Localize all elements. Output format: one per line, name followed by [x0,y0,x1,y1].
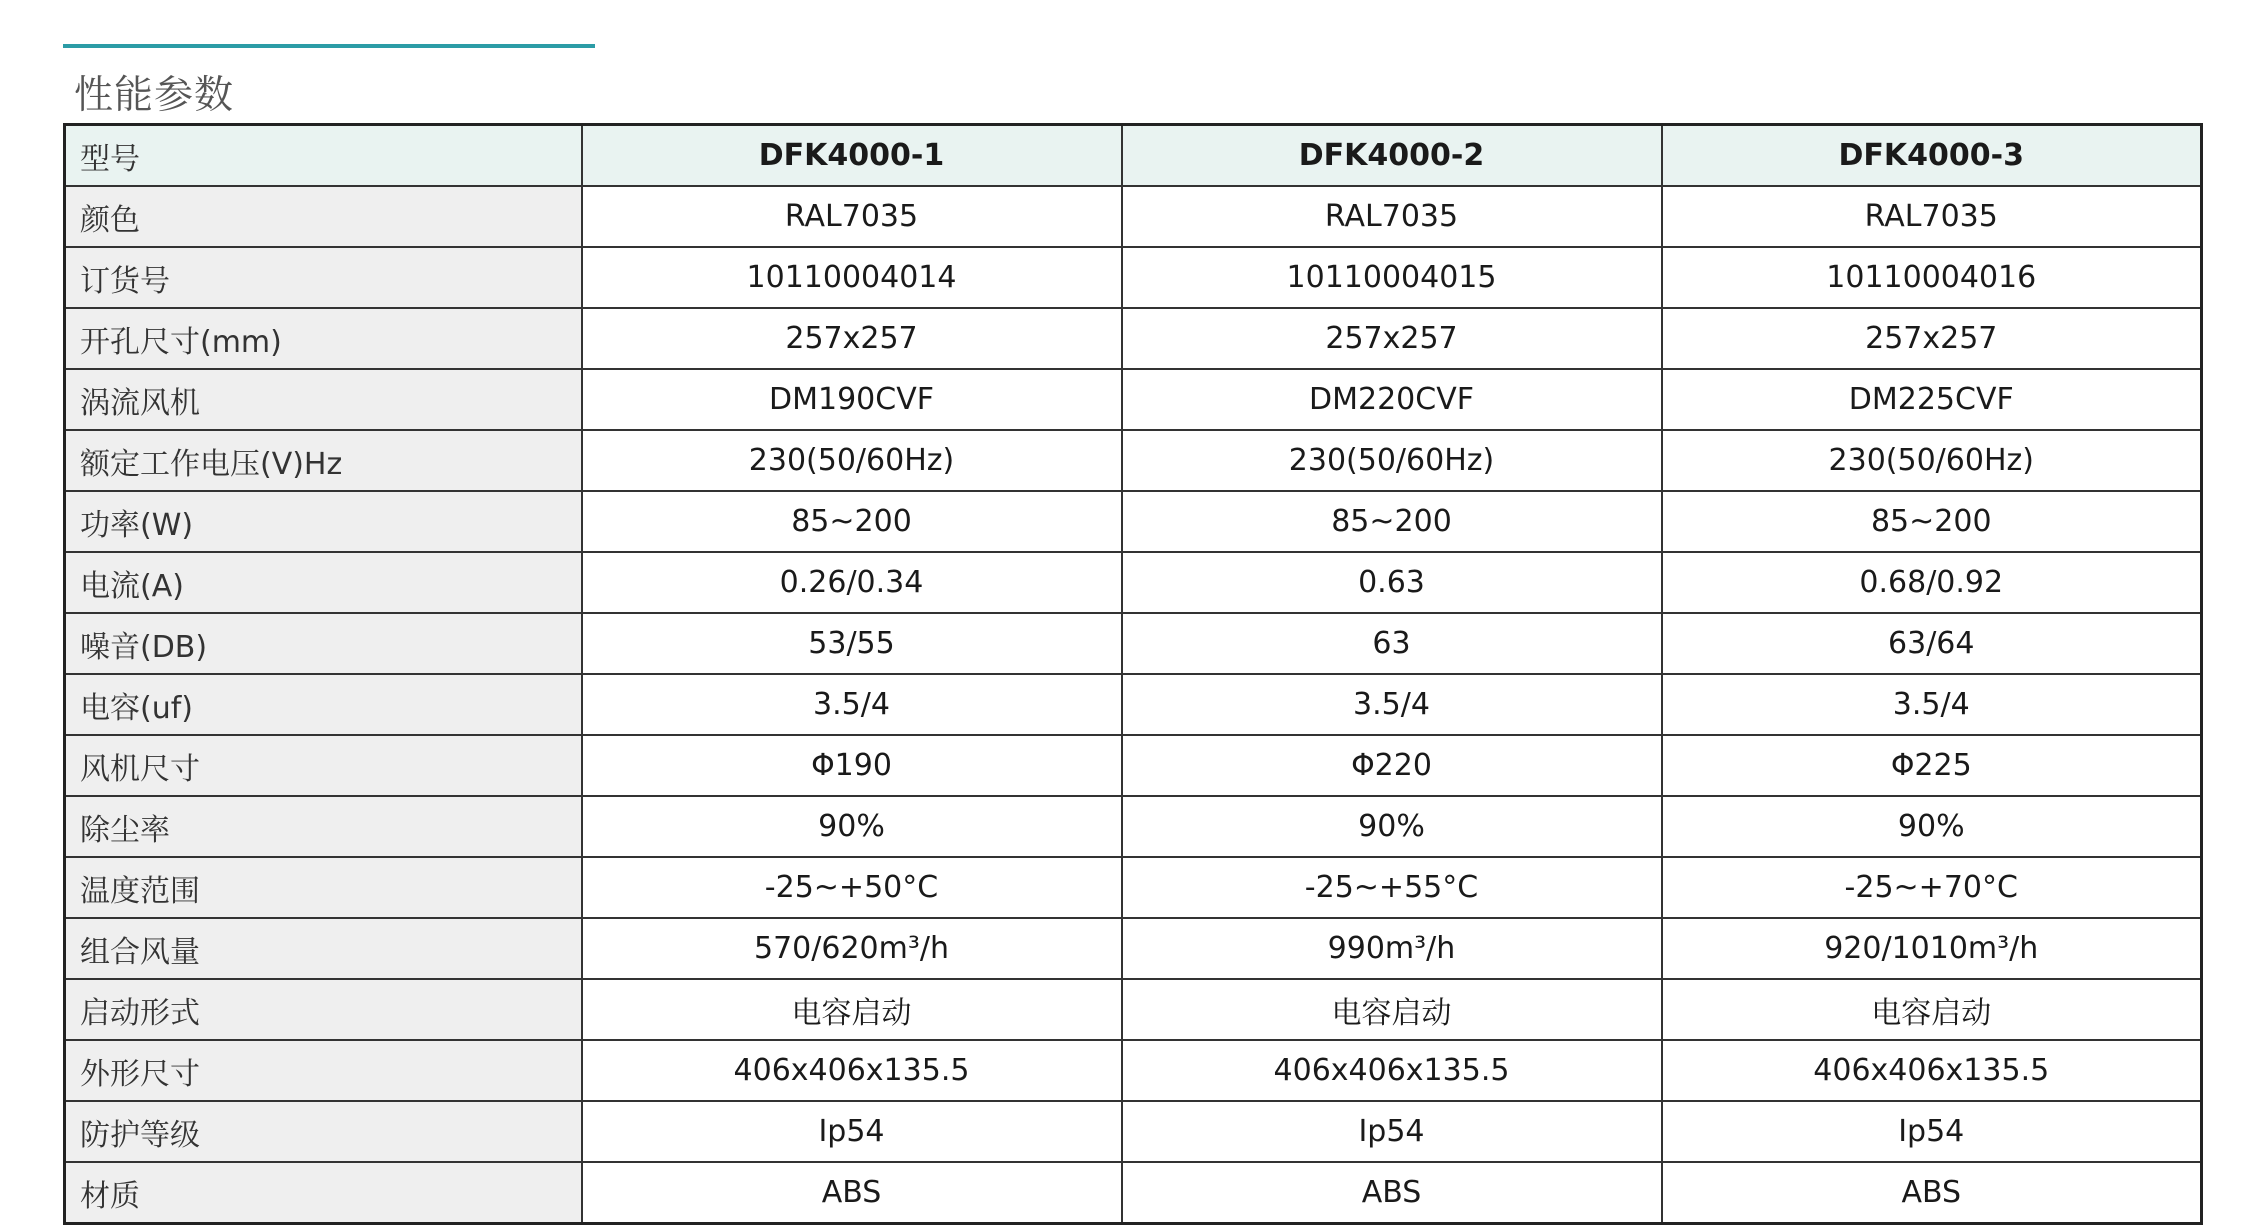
row-label: 噪音(DB) [65,613,582,674]
table-row [65,430,2202,491]
row-value: 85~200 [1122,491,1662,552]
row-value: 90% [1122,796,1662,857]
table-row [65,918,2202,979]
spec-table [63,123,2203,1225]
row-value: 3.5/4 [1122,674,1662,735]
row-label: 功率(W) [65,491,582,552]
row-value: 10110004014 [582,247,1122,308]
row-label: 颜色 [65,186,582,247]
model-3: DFK4000-3 [1662,125,2202,187]
row-value: ABS [1122,1162,1662,1224]
row-value: RAL7035 [582,186,1122,247]
row-value: -25~+50°C [582,857,1122,918]
table-row [65,491,2202,552]
row-value: -25~+55°C [1122,857,1662,918]
row-label: 组合风量 [65,918,582,979]
table-row [65,186,2202,247]
table-row [65,552,2202,613]
row-value: 电容启动 [582,979,1122,1040]
row-value: Φ225 [1662,735,2202,796]
row-label: 除尘率 [65,796,582,857]
row-value: Φ190 [582,735,1122,796]
row-value: 63/64 [1662,613,2202,674]
row-value: 230(50/60Hz) [582,430,1122,491]
table-row [65,674,2202,735]
row-label: 启动形式 [65,979,582,1040]
row-value: ABS [1662,1162,2202,1224]
row-label: 额定工作电压(V)Hz [65,430,582,491]
row-value: 990m³/h [1122,918,1662,979]
row-value: 53/55 [582,613,1122,674]
header-label: 型号 [65,125,582,187]
row-value: 0.26/0.34 [582,552,1122,613]
row-value: 85~200 [582,491,1122,552]
row-value: 90% [582,796,1122,857]
table-row [65,369,2202,430]
row-value: 406x406x135.5 [582,1040,1122,1101]
row-value: Ip54 [1122,1101,1662,1162]
row-value: 406x406x135.5 [1662,1040,2202,1101]
table-row [65,247,2202,308]
row-value: 85~200 [1662,491,2202,552]
table-row [65,796,2202,857]
row-label: 涡流风机 [65,369,582,430]
row-value: 90% [1662,796,2202,857]
row-value: 10110004016 [1662,247,2202,308]
row-value: DM190CVF [582,369,1122,430]
row-label: 外形尺寸 [65,1040,582,1101]
row-value: 3.5/4 [1662,674,2202,735]
table-row [65,613,2202,674]
row-value: RAL7035 [1122,186,1662,247]
row-label: 温度范围 [65,857,582,918]
table-row [65,735,2202,796]
table-row [65,979,2202,1040]
table-row [65,1040,2202,1101]
table-row [65,308,2202,369]
row-value: 570/620m³/h [582,918,1122,979]
row-label: 防护等级 [65,1101,582,1162]
row-value: 0.68/0.92 [1662,552,2202,613]
table-row [65,1101,2202,1162]
row-value: 257x257 [1662,308,2202,369]
row-label: 订货号 [65,247,582,308]
model-1: DFK4000-1 [582,125,1122,187]
row-label: 风机尺寸 [65,735,582,796]
row-value: 230(50/60Hz) [1662,430,2202,491]
section-title: 性能参数 [74,73,235,118]
table-row [65,1162,2202,1224]
row-value: 电容启动 [1122,979,1662,1040]
row-label: 电流(A) [65,552,582,613]
row-label: 电容(uf) [65,674,582,735]
row-value: 406x406x135.5 [1122,1040,1662,1101]
row-value: RAL7035 [1662,186,2202,247]
row-value: 电容启动 [1662,979,2202,1040]
row-value: 257x257 [1122,308,1662,369]
row-value: DM225CVF [1662,369,2202,430]
row-value: DM220CVF [1122,369,1662,430]
section-accent-line [63,44,595,48]
row-value: 0.63 [1122,552,1662,613]
row-value: 920/1010m³/h [1662,918,2202,979]
row-label: 材质 [65,1162,582,1224]
row-value: 3.5/4 [582,674,1122,735]
model-2: DFK4000-2 [1122,125,1662,187]
row-value: Ip54 [582,1101,1122,1162]
row-value: -25~+70°C [1662,857,2202,918]
row-value: 10110004015 [1122,247,1662,308]
row-value: Φ220 [1122,735,1662,796]
table-row [65,857,2202,918]
table-header-row [65,125,2202,187]
row-value: 63 [1122,613,1662,674]
row-value: 230(50/60Hz) [1122,430,1662,491]
row-value: ABS [582,1162,1122,1224]
row-label: 开孔尺寸(mm) [65,308,582,369]
row-value: 257x257 [582,308,1122,369]
row-value: Ip54 [1662,1101,2202,1162]
